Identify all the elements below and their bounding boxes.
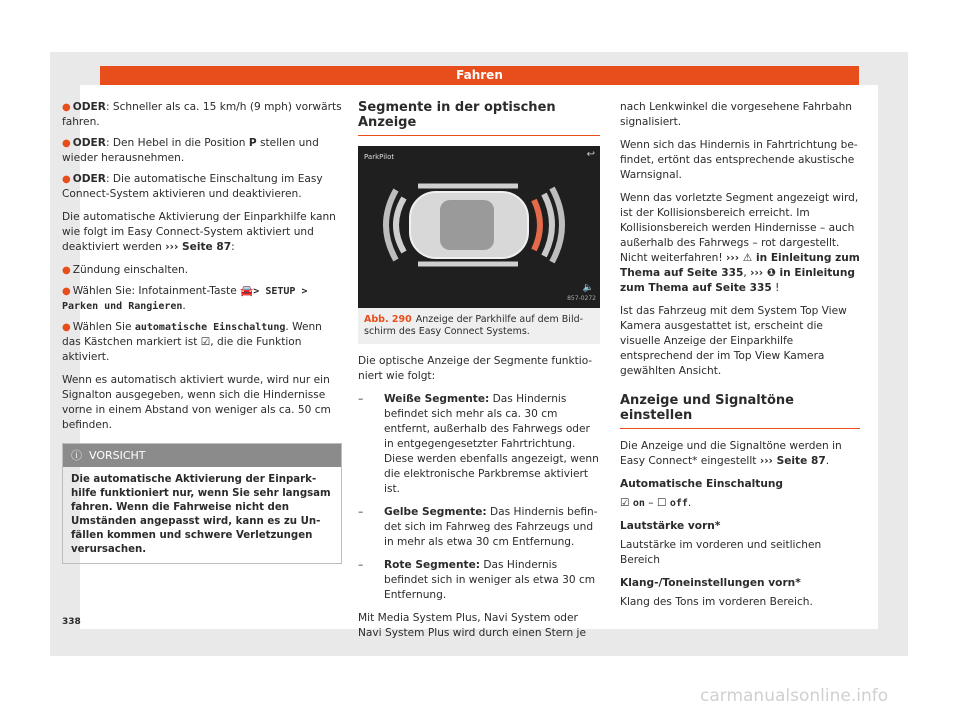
page-number: 338	[62, 617, 81, 627]
car-menu-icon: 🚘	[240, 285, 254, 297]
bullet-icon: ●	[62, 265, 71, 276]
page-link[interactable]: ››› Seite 87	[165, 241, 232, 253]
paragraph: Mit Media System Plus, Navi System oder Navi System Plus wird durch einen Stern je	[358, 612, 587, 639]
step-item: ● Wählen Sie: Infotainment-Taste 🚘> SETUP > Parken und Rangieren.	[62, 285, 308, 312]
paragraph: nach Lenkwinkel die vorgesehene Fahrbahn signalisiert.	[620, 101, 853, 128]
bullet-icon: ●	[62, 102, 71, 113]
page-link[interactable]: ››› Seite 87	[759, 455, 826, 467]
caution-box	[62, 443, 342, 564]
checkbox-checked-icon: ☑	[200, 336, 211, 348]
car-roof	[440, 200, 494, 250]
parking-display	[358, 146, 600, 308]
paragraph: Die Anzeige und die Signaltöne werden in Easy Connect* eingestellt ››› Seite 87.	[620, 440, 842, 467]
page-link[interactable]: ››› ❶ in Einleitung zum Thema auf Seite 335	[620, 267, 855, 294]
warning-icon: ⓘ	[71, 449, 82, 462]
setting-heading: Lautstärke vorn*	[620, 520, 721, 532]
section-heading: Anzeige und Signaltöne einstellen	[620, 393, 860, 429]
section-heading: Segmente in der optischen Anzeige	[358, 100, 600, 136]
checkbox-checked-icon: ☑	[620, 497, 630, 509]
paragraph: Wenn das vorletzte Segment angezeigt wird, ist der Kollisionsbereich erreicht. Im Kollisionsbereich werden Hindernisse – auch außerhalb des Fahrwegs – rot dargestellt. Nicht weiterfahren! ››› ⚠ in Einleitung zum Thema auf Seite 335, ››› ❶ in Einleitung zum Thema auf Seite 335 !	[620, 192, 860, 294]
checkbox-empty-icon: ☐	[656, 497, 667, 509]
dash-marker: –	[358, 559, 364, 571]
bullet-icon: ●	[62, 174, 71, 185]
segment-white	[396, 198, 404, 252]
paragraph: Klang des Tons im vorderen Bereich.	[620, 596, 813, 608]
bullet-item: ● ODER: Schneller als ca. 15 km/h (9 mph) vorwärts fahren.	[62, 101, 342, 128]
watermark: carmanualsonline.info	[700, 686, 889, 706]
setting-values: ☑ on – ☐ off.	[620, 497, 692, 509]
caution-text: Die automatische Aktivierung der Einparkhilfe funktioniert nur, wenn Sie sehr langsam fahren. Wenn die Fahrweise nicht den Umständen angepasst wird, kann es zu Unfällen kommen und schwere Verletzungen verursachen.	[71, 474, 331, 555]
paragraph: Die optische Anzeige der Segmente funktioniert wie folgt:	[358, 355, 593, 382]
bullet-icon: ●	[62, 138, 71, 149]
step-item: ● Zündung einschalten.	[62, 264, 189, 276]
segment-red	[534, 200, 540, 250]
paragraph: Wenn es automatisch aktiviert wurde, wird nur ein Signalton ausgegeben, wenn sich die Hindernisse vorne in einem Abstand von weniger als ca. 50 cm befinden.	[62, 374, 331, 431]
left-column	[62, 100, 342, 564]
paragraph: Ist das Fahrzeug mit dem System Top View Kamera ausgestattet ist, erscheint die visuelle Anzeige der Einparkhilfe entsprechend der im Top View Kamera gewählten Ansicht.	[620, 305, 847, 377]
right-column	[620, 100, 860, 618]
paragraph: Wenn sich das Hindernis in Fahrtrichtung befindet, ertönt das entsprechende akustische Warnsignal.	[620, 139, 858, 181]
step-item: ● Wählen Sie automatische Einschaltung. Wenn das Kästchen markiert ist ☑, die die Funktion aktiviert.	[62, 321, 322, 363]
bullet-item: ● ODER: Die automatische Einschaltung im Easy Connect-System aktivieren und deaktivieren.	[62, 173, 323, 200]
list-item: – Gelbe Segmente: Das Hindernis befindet sich im Fahrweg des Fahrzeugs und in mehr als etwa 30 cm Entfernung.	[358, 506, 598, 548]
paragraph: Lautstärke im vorderen und seitlichen Bereich	[620, 539, 822, 566]
caution-header: ⓘ VORSICHT	[63, 444, 341, 467]
setting-heading: Automatische Einschaltung	[620, 478, 784, 490]
parkpilot-figure	[358, 146, 600, 308]
chapter-header: Fahren	[100, 66, 859, 85]
list-item: – Rote Segmente: Das Hindernis befindet sich in weniger als etwa 30 cm Entfernung.	[358, 559, 596, 601]
list-item: – Weiße Segmente: Das Hindernis befindet sich mehr als ca. 30 cm entfernt, außerhalb des Fahrwegs oder in entgegengesetzter Fahrtrichtung. Diese werden ebenfalls angezeigt, wenn die elektronische Parkbremse aktiviert ist.	[358, 393, 599, 495]
middle-column	[358, 100, 600, 649]
speaker-icon[interactable]: 🔈	[582, 283, 594, 293]
segment-white	[544, 194, 552, 256]
screen-title: ParkPilot	[364, 153, 395, 161]
dash-marker: –	[358, 393, 364, 405]
back-icon: ↩	[586, 149, 595, 160]
setting-heading: Klang-/Toneinstellungen vorn*	[620, 577, 801, 589]
bullet-icon: ●	[62, 286, 71, 297]
bullet-icon: ●	[62, 322, 71, 333]
dash-marker: –	[358, 506, 364, 518]
page-link[interactable]: ››› ⚠ in Einleitung zum Thema auf Seite 335	[620, 252, 860, 279]
paragraph: Die automatische Aktivierung der Einparkhilfe kann wie folgt im Easy Connect-System aktiviert und deaktiviert werden ››› Seite 87:	[62, 211, 336, 253]
bullet-item: ● ODER: Den Hebel in die Position P stellen und wieder herausnehmen.	[62, 137, 319, 164]
figure-code: 857-0272	[567, 295, 596, 302]
figure-caption: Abb. 290 Anzeige der Parkhilfe auf dem Bildschirm des Easy Connect Systems.	[358, 308, 600, 344]
